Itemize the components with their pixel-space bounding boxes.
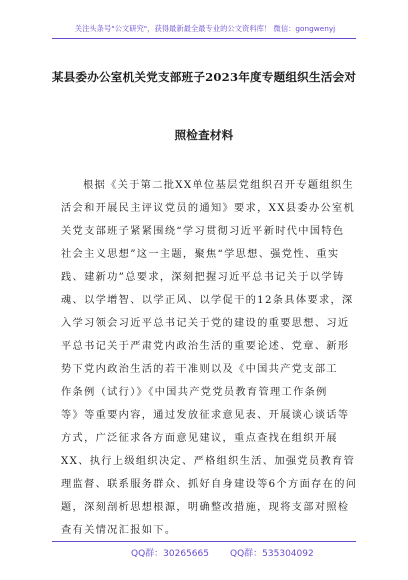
body-line: 根据《关于第二批XX单位基层党组织召开专题组织生: [83, 180, 355, 191]
bottom-divider: [52, 541, 356, 542]
body-line: 作条例（试行）》《中国共产党党员教育管理工作条例: [61, 387, 328, 398]
top-banner: 关注头条号"公文研究"，获得最新最全最专业的公文资料库！ 微信：gongwenyj: [74, 24, 336, 33]
document-title-line-1: 某县委办公室机关党支部班子2023年度专题组织生活会对: [51, 70, 357, 84]
body-line: 查有关情况汇报如下。: [61, 525, 177, 536]
body-line: 践、建新功”总要求，深刻把握习近平总书记关于以学铸: [61, 272, 345, 283]
body-line: 方式，广泛征求各方面意见建议，重点查找在组织开展: [61, 433, 338, 444]
body-line: 关党支部班子紧紧围绕“学习贯彻习近平新时代中国特色: [61, 226, 345, 237]
body-line: 社会主义思想”这一主题，聚焦“学思想、强党性、重实: [61, 249, 340, 260]
body-line: 题，深刻剖析思想根源，明确整改措施，现将支部对照检: [61, 502, 350, 513]
footer-qq-group-2: QQ群：535304092: [230, 549, 314, 559]
body-line: 活会和开展民主评议党员的通知》要求，XX县委办公室机: [61, 203, 356, 214]
document-title-line-2: 照检查材料: [174, 128, 234, 142]
body-line: 势下党内政治生活的若干准则以及《中国共产党支部工: [61, 364, 338, 375]
body-line: 平总书记关于严肃党内政治生活的重要论述、党章、新形: [61, 341, 350, 352]
body-line: 入学习领会习近平总书记关于党的建设的重要思想、习近: [61, 318, 350, 329]
body-line: XX、执行上级组织决定、严格组织生活、加强党员教育管: [61, 456, 356, 467]
body-line: 理监督、联系服务群众、抓好自身建设等6个方面存在的问: [61, 479, 358, 490]
body-line: 魂、以学增智、以学正风、以学促干的12条具体要求，深: [61, 295, 354, 306]
body-line: 等》等重要内容，通过发放征求意见表、开展谈心谈话等: [61, 410, 350, 421]
top-divider: [52, 38, 356, 39]
footer-qq-group-1: QQ群：30265665: [131, 549, 209, 559]
